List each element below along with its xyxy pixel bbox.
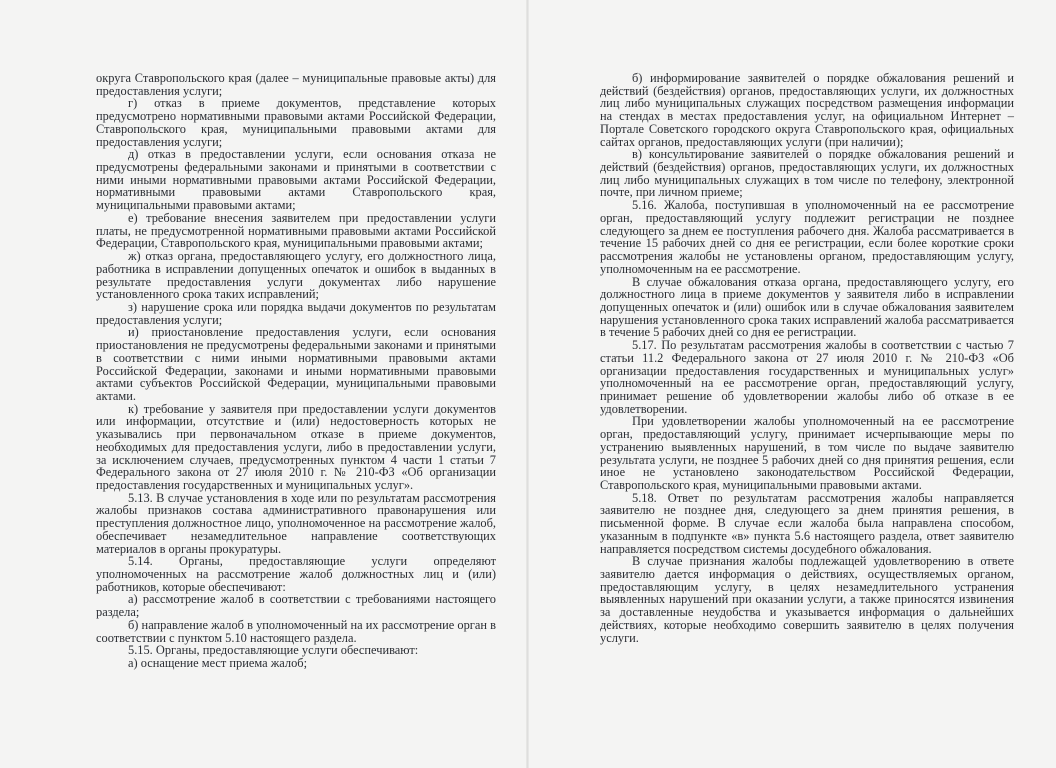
- paragraph: а) оснащение мест приема жалоб;: [128, 656, 308, 671]
- paragraph: д) отказ в предоставлении услуги, если основания отказа не предусмотрены федеральными законами и принятыми в соответствии с ними иными нормативными правовыми актами Российской Федерации, нормативными правовыми актами Ставропольского края, муниципальными правовыми актами;: [96, 147, 496, 213]
- paragraph: з) нарушение срока или порядка выдачи документов по результатам предоставления услуги;: [96, 299, 496, 327]
- paragraph: г) отказ в приеме документов, представление которых предусмотрено нормативными правовыми актами Российской Федерации, Ставропольского края, муниципальными правовыми актами для предоставления услуги;: [96, 96, 496, 149]
- paragraph: к) требование у заявителя при предоставлении услуги документов или информации, отсутствие и (или) недостоверность которых не указывались при первоначальном отказе в приеме документов, необходимых для предоставления услуги, либо в предоставлении услуги, за исключением случаев, предусмотренных пунктом 4 части 1 статьи 7 Федерального закона от 27 июля 2010 г. № 210-ФЗ «Об организации предоставления государственных и муниципальных услуг».: [96, 401, 496, 492]
- paragraph: ж) отказ органа, предоставляющего услугу, его должностного лица, работника в исправлении допущенных опечаток и ошибок в выданных в результате предоставления услуги документах либо нарушение установленного срока таких исправлений;: [96, 249, 496, 302]
- paragraph: 5.13. В случае установления в ходе или по результатам рассмотрения жалобы признаков состава административного правонарушения или преступления должностное лицо, уполномоченное на рассмотрение жалоб, обеспечивает незамедлительное направление соответствующих материалов в органы прокуратуры.: [96, 490, 496, 556]
- paragraph: а) рассмотрение жалоб в соответствии с требованиями настоящего раздела;: [96, 592, 496, 620]
- paragraph: В случае обжалования отказа органа, предоставляющего услугу, его должностного лица в приеме документов у заявителя либо в исправлении допущенных опечаток и (или) ошибок или в случае обжалования заявителем нарушения установленного срока таких исправлений жалоба рассматривается в течение 5 рабочих дней со дня ее регистрации.: [600, 274, 1014, 340]
- page-fold-divider: [526, 0, 529, 768]
- paragraph: е) требование внесения заявителем при предоставлении услуги платы, не предусмотренной нормативными правовыми актами Российской Федерации, Ставропольского края, муниципальными правовыми актами;: [96, 210, 496, 251]
- paragraph: и) приостановление предоставления услуги, если основания приостановления не предусмотрены федеральными законами и принятыми в соответствии с ними иными нормативными правовыми актами Российской Федерации, законами и иными нормативными правовыми актами субъектов Российской Федерации, муниципальными правовыми актами.: [96, 325, 496, 403]
- right-page-column: [600, 72, 1014, 644]
- paragraph: 5.16. Жалоба, поступившая в уполномоченный на ее рассмотрение орган, предоставляющий услугу подлежит регистрации не позднее следующего за днем ее поступления рабочего дня. Жалоба рассматривается в течение 15 рабочих дней со дня ее регистрации, если более короткие сроки рассмотрения жалобы не установлены органом, предоставляющим услугу, уполномоченным на ее рассмотрение.: [600, 198, 1014, 276]
- paragraph: 5.15. Органы, предоставляющие услуги обеспечивают:: [128, 643, 419, 658]
- paragraph: При удовлетворении жалобы уполномоченный на ее рассмотрение орган, предоставляющий услугу, принимает исчерпывающие меры по устранению выявленных нарушений, в том числе по выдаче заявителю результата услуги, не позднее 5 рабочих дней со дня принятия решения, если иное не установлено законодательством Российской Федерации, Ставропольского края, муниципальными правовыми актами.: [600, 414, 1014, 492]
- paragraph: 5.14. Органы, предоставляющие услуги определяют уполномоченных на рассмотрение жалоб должностных лиц и (или) работников, которые обеспечивают:: [96, 554, 496, 594]
- paragraph: округа Ставропольского края (далее – муниципальные правовые акты) для предоставления услуги;: [96, 71, 496, 98]
- paragraph: б) информирование заявителей о порядке обжалования решений и действий (бездействия) органов, предоставляющих услуги, их должностных лиц либо муниципальных служащих посредством размещения информации на стендах в местах предоставления услуг, на официальном Интернет – Портале Советского городского округа Ставропольского края, официальных сайтах органов, предоставляющих услуги (при наличии);: [600, 71, 1014, 149]
- paragraph: 5.18. Ответ по результатам рассмотрения жалобы направляется заявителю не позднее дня, следующего за днем принятия решения, в письменной форме. В случае если жалоба была направлена способом, указанным в подпункте «в» пункта 5.6 настоящего раздела, ответ заявителю направляется посредством системы досудебного обжалования.: [600, 490, 1014, 556]
- paragraph: 5.17. По результатам рассмотрения жалобы в соответствии с частью 7 статьи 11.2 Федерального закона от 27 июля 2010 г. № 210-ФЗ «Об организации предоставления государственных и муниципальных услуг» уполномоченный на ее рассмотрение орган, предоставляющий услугу, принимает решение об удовлетворении жалобы либо об отказе в ее удовлетворении.: [600, 338, 1014, 416]
- paragraph: б) направление жалоб в уполномоченный на их рассмотрение орган в соответствии с пунктом 5.10 настоящего раздела.: [96, 617, 496, 645]
- paragraph: в) консультирование заявителей о порядке обжалования решений и действий (бездействия) органов, предоставляющих услуги, их должностных лиц либо муниципальных служащих в том числе по телефону, электронной почте, при личном приеме;: [600, 147, 1014, 200]
- paragraph: В случае признания жалобы подлежащей удовлетворению в ответе заявителю дается информация о действиях, осуществляемых органом, предоставляющим услугу, в целях незамедлительного устранения выявленных нарушений при оказании услуги, а также приносятся извинения за доставленные неудобства и указывается информация о дальнейших действиях, которые необходимо совершить заявителю в целях получения услуги.: [600, 554, 1014, 645]
- left-page-column: [96, 72, 496, 670]
